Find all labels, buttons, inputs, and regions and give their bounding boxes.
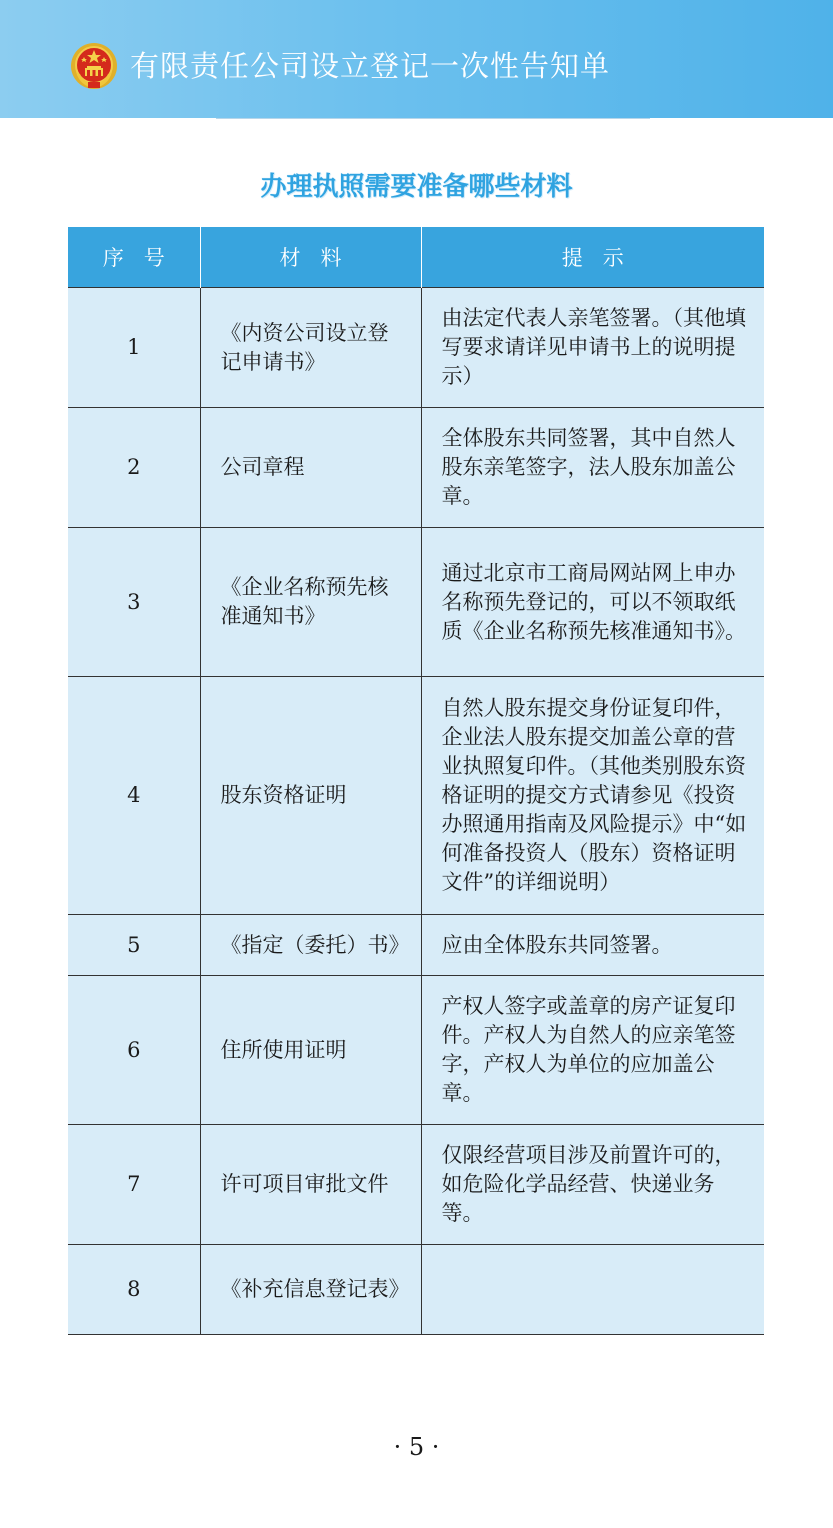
section-title: 办理执照需要准备哪些材料 [260,172,573,202]
row-material: 《内资公司设立登记申请书》 [200,288,421,408]
table-row [68,976,764,1125]
column-header-material: 材料 [200,227,421,288]
national-emblem-icon [70,42,118,90]
table-row [68,408,764,528]
row-material: 许可项目审批文件 [200,1125,421,1245]
row-hint: 应由全体股东共同签署。 [421,915,764,976]
row-number: 6 [68,976,200,1125]
row-number: 7 [68,1125,200,1245]
table-row [68,288,764,408]
column-header-number: 序号 [68,227,200,288]
row-hint: 通过北京市工商局网站网上申办名称预先登记的，可以不领取纸质《企业名称预先核准通知书》。 [421,528,764,677]
row-material: 《企业名称预先核准通知书》 [200,528,421,677]
page-number: · 5 · [393,1433,440,1461]
row-number: 3 [68,528,200,677]
row-number: 4 [68,677,200,915]
row-material: 《补充信息登记表》 [200,1245,421,1335]
row-number: 5 [68,915,200,976]
table-row [68,915,764,976]
row-number: 1 [68,288,200,408]
row-number: 8 [68,1245,200,1335]
row-hint: 产权人签字或盖章的房产证复印件。产权人为自然人的应亲笔签字，产权人为单位的应加盖公章。 [421,976,764,1125]
row-hint [421,1245,764,1335]
table-row [68,677,764,915]
header-title: 有限责任公司设立登记一次性告知单 [130,49,611,83]
materials-table [68,227,764,1335]
page-header [0,0,833,118]
table-row [68,1245,764,1335]
row-hint: 仅限经营项目涉及前置许可的，如危险化学品经营、快递业务等。 [421,1125,764,1245]
header-divider [216,118,650,119]
row-hint: 自然人股东提交身份证复印件，企业法人股东提交加盖公章的营业执照复印件。（其他类别股东资格证明的提交方式请参见《投资办照通用指南及风险提示》中“如何准备投资人（股东）资格证明文件”的详细说明） [421,677,764,915]
table-row [68,1125,764,1245]
table-header-row [68,227,764,288]
row-hint: 由法定代表人亲笔签署。（其他填写要求请详见申请书上的说明提示） [421,288,764,408]
table-row [68,528,764,677]
row-hint: 全体股东共同签署，其中自然人股东亲笔签字，法人股东加盖公章。 [421,408,764,528]
row-number: 2 [68,408,200,528]
row-material: 《指定（委托）书》 [200,915,421,976]
row-material: 住所使用证明 [200,976,421,1125]
row-material: 股东资格证明 [200,677,421,915]
row-material: 公司章程 [200,408,421,528]
column-header-hint: 提示 [421,227,764,288]
